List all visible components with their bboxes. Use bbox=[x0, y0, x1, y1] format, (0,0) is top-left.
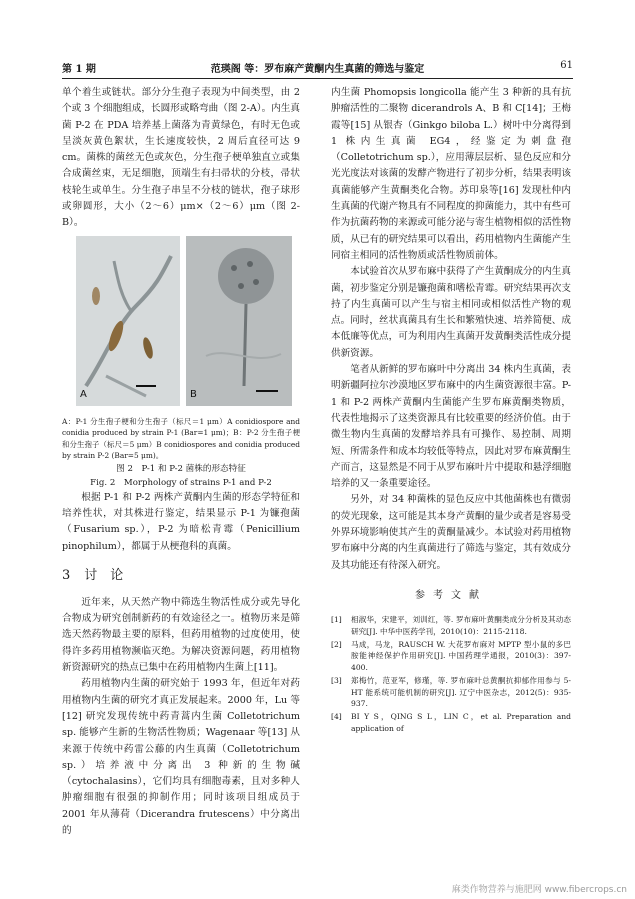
micrograph-b bbox=[186, 236, 292, 406]
reference-number: [4] bbox=[331, 712, 342, 722]
page-number: 61 bbox=[560, 60, 573, 71]
reference-list bbox=[331, 614, 571, 734]
left-column bbox=[62, 85, 300, 839]
paragraph-discussion-1: 近年来，从天然产物中筛选生物活性成分或先导化合物成为研究创制新药的有效途径之一。植物历来是筛选天然药物最主要的原料，但药用植物的过度使用，使得许多药用植物濒临灭绝。为解决资源问题，药用植物新资源研究的热点已集中在药用植物内生菌上[11]。 bbox=[62, 596, 300, 674]
figure-2 bbox=[62, 236, 300, 416]
paragraph-discussion-6: 另外，对 34 种菌株的显色反应中其他菌株也有微弱的荧光现象，这可能是其本身产黄酮的量少或者是容易受外界环境影响使其产生的黄酮量减少。本试验对药用植物罗布麻中分离的内生真菌进行了筛选与鉴定，其有效成分及其功能还有待深入研究。 bbox=[331, 494, 571, 571]
section-number: 3 bbox=[62, 567, 71, 583]
reference-item bbox=[331, 675, 571, 709]
figure-label-a: A bbox=[80, 389, 87, 401]
references-heading: 参考文献 bbox=[415, 589, 487, 601]
right-column bbox=[331, 85, 571, 736]
reference-item bbox=[331, 711, 571, 734]
reference-number: [3] bbox=[331, 676, 342, 686]
paragraph-identification: 根据 P-1 和 P-2 两株产黄酮内生菌的形态学特征和培养性状，对其株进行鉴定，结果显示 P-1 为镰孢菌（Fusarium sp.），P-2 为暗松青霉（Penicillium pinophilum），都属于从梗孢科的真菌。 bbox=[62, 491, 300, 552]
section-heading-discussion bbox=[62, 567, 300, 585]
reference-item bbox=[331, 614, 571, 637]
paragraph-discussion-3: 内生菌 Phomopsis longicolla 能产生 3 种新的具有抗肿瘤活性的二聚物 dicerandrols A、B 和 C[14]；王梅霞等[15] 从银杏（Ginkgo biloba L.）树叶中分离得到 1 株内生真菌 EG4，经鉴定为刺盘孢（Colletotrichum sp.），应用薄层层析、显色反应和分光光度法对该菌的发酵产物进行了初步分析，结果表明该真菌能够产生黄酮类化合物。苏印泉等[16] 发现杜仲内生真菌的代谢产物具有不同程度的抑菌能力，其中有些可作为抗菌药物的来源或可能分泌与寄生植物相似的活性物质，从已有的研究结果可以看出，药用植物内生菌能产生同宿主相同的活性物质或活性物质前体。 bbox=[331, 87, 571, 261]
reference-number: [1] bbox=[331, 615, 342, 625]
reference-text: 郑梅竹，范亚军，修瑾，等. 罗布麻叶总黄酮抗抑郁作用参与 5-HT 能系统可能机制的研究[J]. 辽宁中医杂志，2012(5)：935-937. bbox=[351, 676, 571, 709]
micrograph-b-drawing bbox=[186, 236, 292, 406]
figure-title-en: Fig. 2 Morphology of strains P-1 and P-2 bbox=[90, 477, 272, 488]
paragraph-discussion-2: 药用植物内生菌的研究始于 1993 年，但近年对药用植物内生菌的研究才真正发展起来。2000 年，Lu 等[12] 研究发现传统中药青蒿内生菌 Colletotrichum sp. 能够产生新的生物活性物质；Wagenaar 等[13] 从来源于传统中药雷公藤的内生真菌（Colletotrichum sp.）培养液中分离出 3 种新的生物碱（cytochalasins），它们均具有细胞毒素，且对多种人肿瘤细胞有很强的抑制作用；同时该项目组成员于 2001 年从薄荷（Dicerandra frutescens）中分离出的 bbox=[62, 678, 300, 837]
section-title: 讨 论 bbox=[84, 567, 124, 583]
running-title: 范瑛阁 等：罗布麻产黄酮内生真菌的筛选与鉴定 bbox=[210, 64, 425, 75]
issue-number: 第 1 期 bbox=[62, 64, 96, 75]
reference-text: BI Y S，QING S L，LIN C，et al. Preparation and application of bbox=[351, 712, 571, 733]
micrograph-a bbox=[76, 236, 180, 406]
paragraph-discussion-5: 笔者从新鲜的罗布麻叶中分离出 34 株内生真菌，表明新疆阿拉尔沙漠地区罗布麻中的内生菌资源很丰富。P-1 和 P-2 两株产黄酮内生菌能产生罗布麻黄酮类物质，代表性地揭示了这类资源具有比较重要的经济价值。由于微生物内生真菌的发酵培养具有可操作、易控制、周期短、所需条件和成本均较低等特点，因此对罗布麻黄酮生产而言，这显然是不同于从罗布麻叶片中提取和悬浮细胞培养的又一条重要途径。 bbox=[331, 364, 571, 490]
figure-label-b: B bbox=[190, 389, 197, 401]
running-header bbox=[62, 56, 573, 79]
figure-caption-detail: A：P-1 分生孢子梗和分生孢子（标尺＝1 μm）A conidiospore and conidia produced by strain P-1 (Bar=1 μm)；B：P-2 分生孢子梗和分生孢子（标尺＝5 μm）B conidiospores and conidia produced by strain P-2 (Bar=5 μm)。 bbox=[62, 416, 300, 461]
micrograph-a-drawing bbox=[76, 236, 180, 406]
figure-title-cn: 图 2 P-1 和 P-2 菌株的形态特征 bbox=[116, 463, 246, 474]
reference-item bbox=[331, 639, 571, 673]
watermark: 麻类作物营养与施肥网 www.fibercrops.cn bbox=[451, 885, 627, 895]
reference-text: 相淑华，宋建平，刘训红，等. 罗布麻叶黄酮类成分分析及其动态研究[J]. 中华中医药学刊，2010(10)：2115-2118. bbox=[351, 615, 571, 636]
reference-text: 马成，马龙，RAUSCH W. 大花罗布麻对 MPTP 型小鼠的多巴胺能神经保护作用研究[J]. 中国药理学通报，2010(3)：397-400. bbox=[351, 640, 571, 672]
paragraph-morphology: 单个着生或链状。部分分生孢子表现为中间类型，由 2 个或 3 个细胞组成，长圆形或略弯曲（图 2-A）。内生真菌 P-2 在 PDA 培养基上菌落为青黄绿色，有时无色或呈淡灰黄色絮状，生长速度较快，2 周后直径可达 9 cm。菌株的菌丝无色或灰色，分生孢子梗单独直立或集合成菌丝束，无足细胞，顶端生有扫帚状的分枝，帚状枝轮生或单生。分生孢子串呈不分枝的链状，孢子球形或卵圆形，大小（2～6）μm×（2～6）μm（图 2-B）。 bbox=[62, 87, 300, 229]
reference-number: [2] bbox=[331, 640, 342, 650]
paragraph-discussion-4: 本试验首次从罗布麻中获得了产生黄酮成分的内生真菌，初步鉴定分别是镰孢菌和嗜松青霉。研究结果再次支持了内生真菌可以产生与宿主相同或相似活性产物的观点。同时，丝状真菌具有生长和繁殖快速、培养简便、成本低廉等优点，可为利用内生真菌开发黄酮类活性成分提供新资源。 bbox=[331, 266, 571, 359]
